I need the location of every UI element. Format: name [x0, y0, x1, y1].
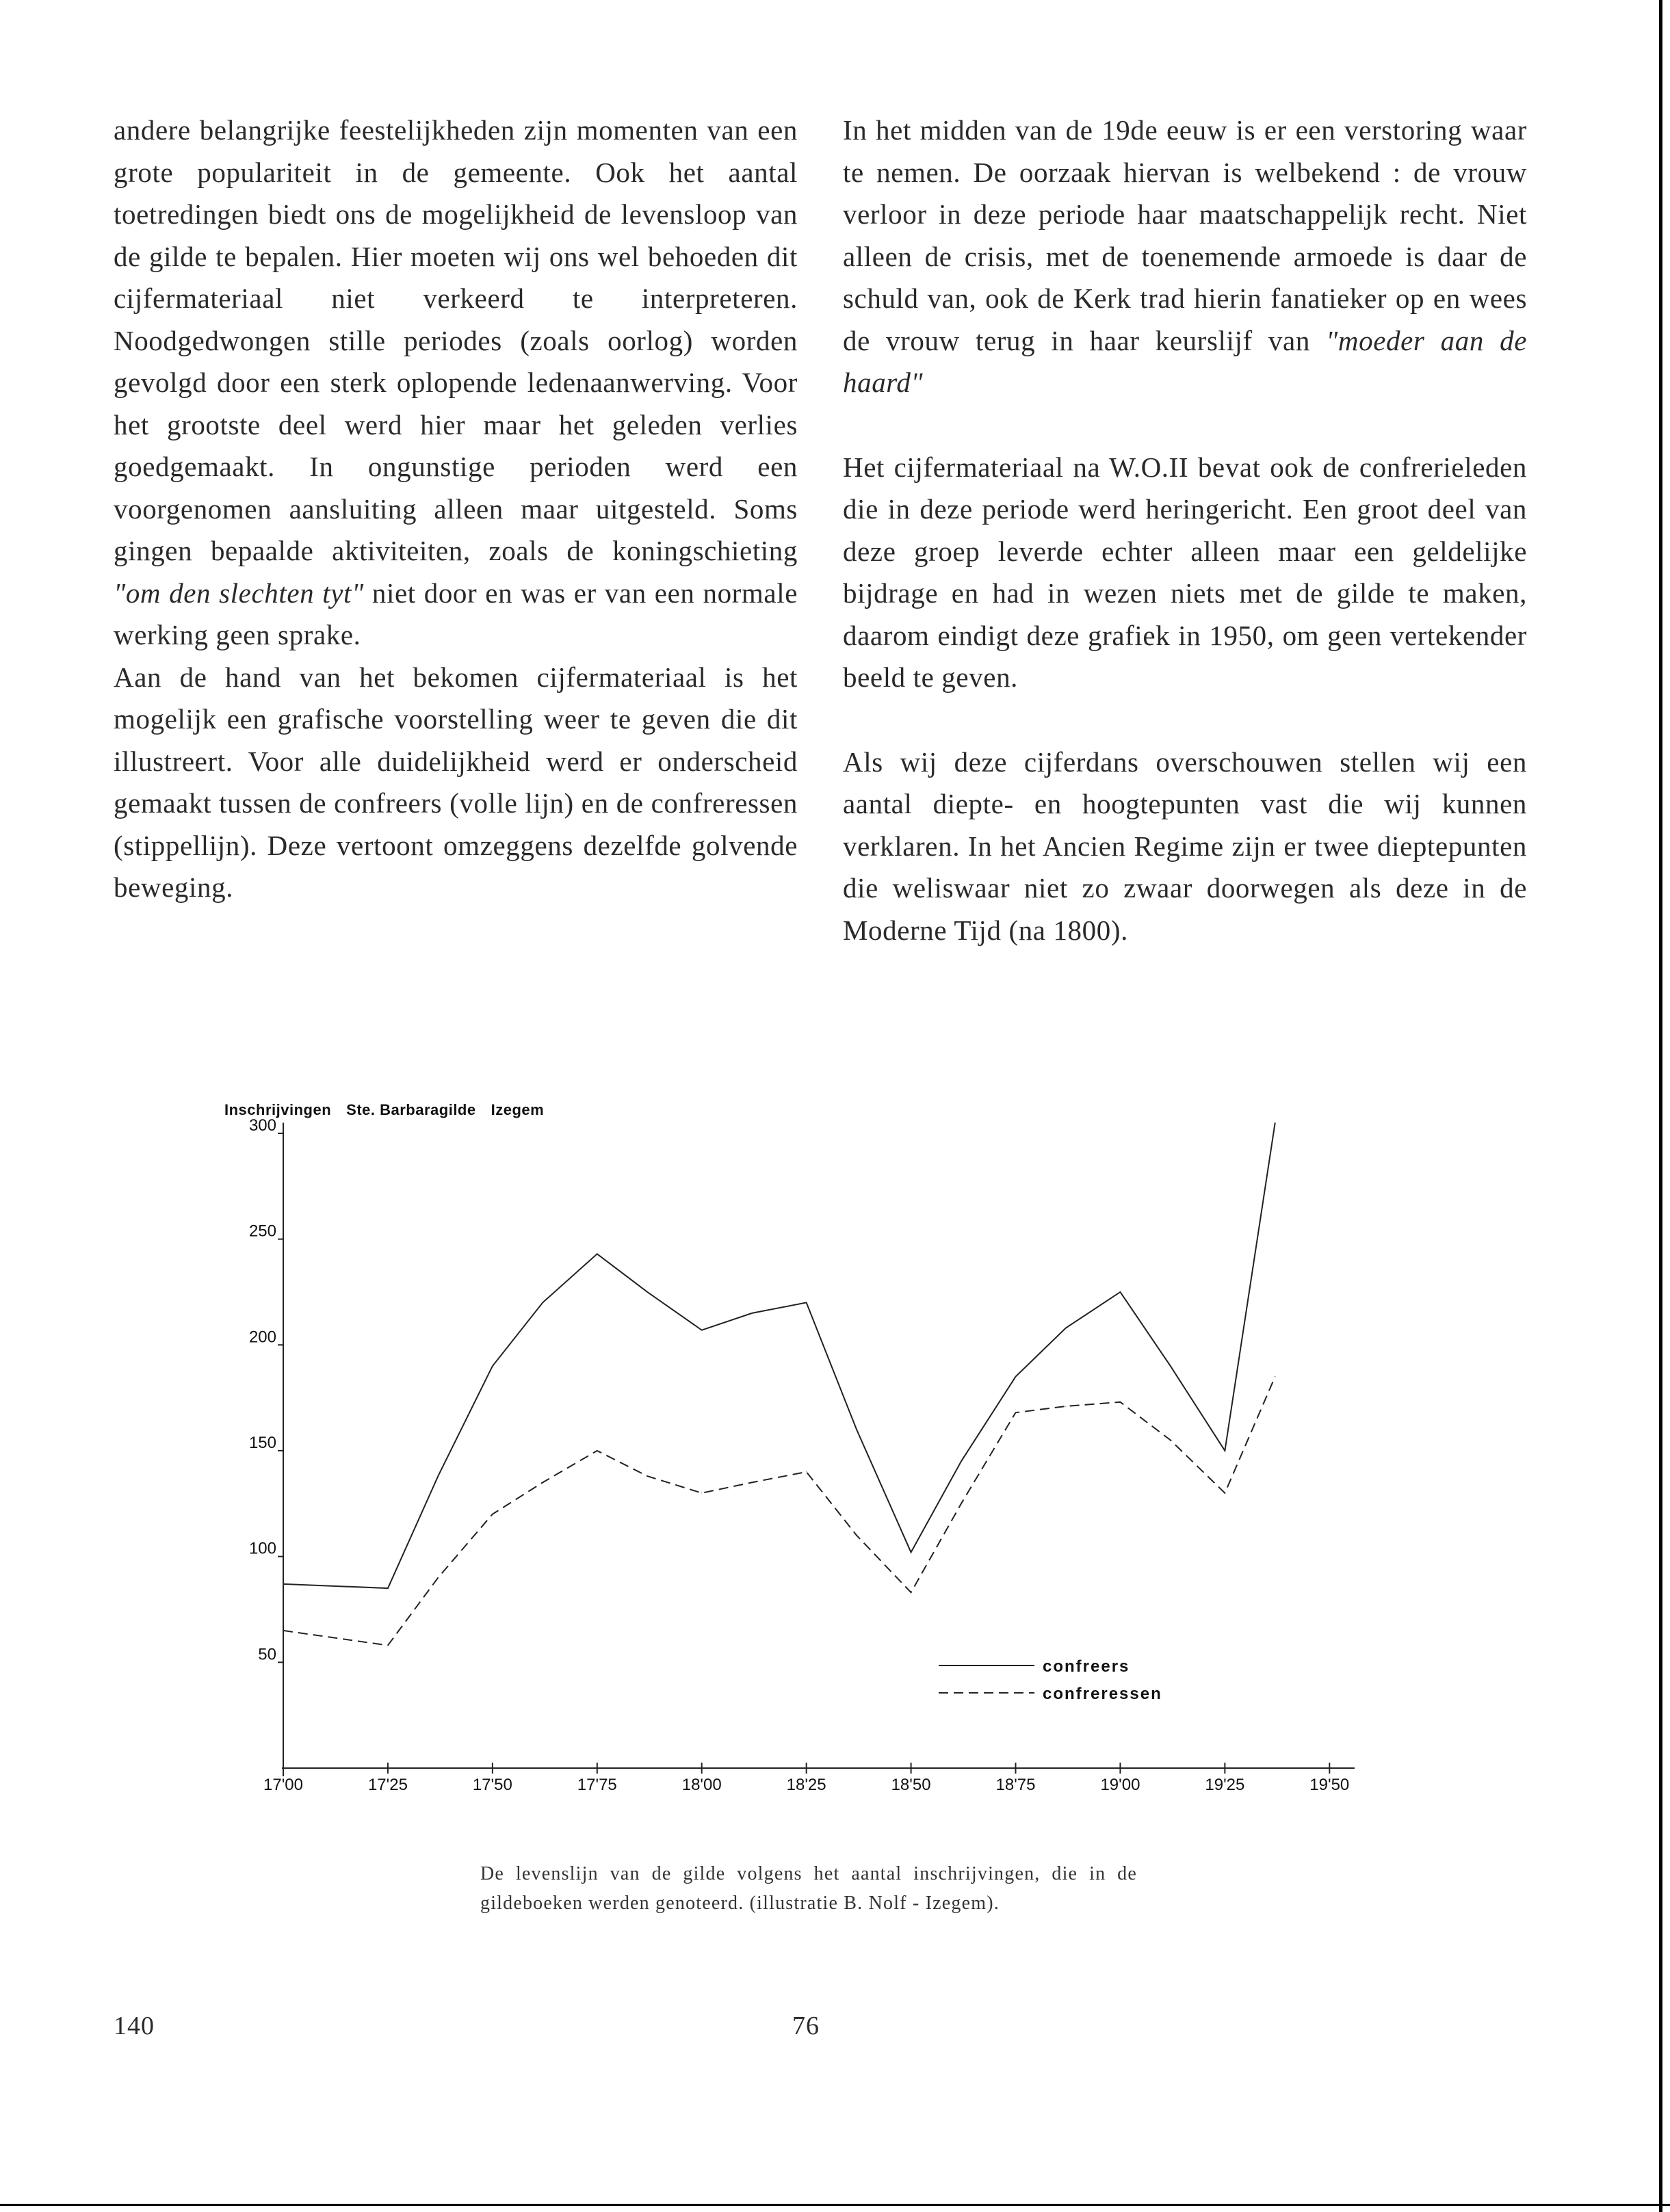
x-tick-label: 19'00	[1100, 1776, 1140, 1794]
y-tick-label: 250	[248, 1222, 276, 1241]
data-point-confreressen	[1065, 1406, 1066, 1407]
right-paragraph-2: Het cijfermateriaal na W.O.II bevat ook de confrerieleden die in deze periode werd heringericht. Een groot deel van deze groep leverde echter alleen maar een geldelijke bijdrage en had in wezen niets met de gilde te maken, daarom eindigt deze grafiek in 1950, om geen vertekender beeld te geven.	[843, 451, 1527, 693]
x-tick-label: 18'75	[995, 1776, 1036, 1794]
x-tick-label: 19'50	[1309, 1776, 1350, 1794]
data-point-confreressen	[438, 1577, 439, 1578]
x-tick-label: 19'25	[1205, 1776, 1245, 1794]
scan-edge-right	[1659, 0, 1662, 2212]
data-point-confreers	[1120, 1291, 1121, 1292]
x-tick-label: 17'25	[367, 1776, 408, 1794]
data-point-confreressen	[647, 1476, 648, 1477]
data-point-confreressen	[701, 1492, 702, 1493]
data-point-confreressen	[387, 1645, 388, 1646]
data-point-confreers	[1015, 1376, 1016, 1377]
y-tick-label: 150	[248, 1433, 276, 1452]
data-point-confreers	[492, 1366, 493, 1367]
legend-label-confreressen: confreressen	[1043, 1685, 1162, 1703]
left-paragraph-1: andere belangrijke feestelijkheden zijn momenten van een grote populariteit in de gemeente. Ook het aantal toetredingen biedt ons de mogelijkheid de levensloop van de gilde te bepalen. Hier moeten wij ons wel behoeden dit cijfermateriaal niet verkeerd te interpreteren. Noodgedwongen stille periodes (zoals oorlog) worden gevolgd door een sterk oplopende ledenaanwerving. Voor het grootste deel werd hier maar het geleden verlies goedgemaakt. In ongunstige perioden werd een voorgenomen aansluiting alleen maar uitgesteld. Soms gingen bepaalde aktiviteiten, zoals de koningschieting "om den slechten tyt" niet door en was er van een normale werking geen sprake.	[114, 114, 798, 650]
data-point-confreressen	[752, 1482, 753, 1483]
x-tick-label: 18'25	[786, 1776, 826, 1794]
y-tick-label: 100	[248, 1539, 276, 1558]
scan-edge-bottom	[0, 2204, 1670, 2206]
x-tick-label: 17'75	[577, 1776, 617, 1794]
x-tick-label: 18'50	[891, 1776, 931, 1794]
page-number-left: 140	[114, 2012, 155, 2040]
data-point-confreers	[1170, 1366, 1171, 1367]
right-paragraph-3: Als wij deze cijferdans overschouwen stellen wij een aantal diepte- en hoogtepunten vast die wij kunnen verklaren. In het Ancien Regime zijn er twee dieptepunten die weliswaar niet zo zwaar doorwegen als deze in de Moderne Tijd (na 1800).	[843, 746, 1527, 946]
y-tick-label: 300	[248, 1116, 276, 1135]
legend-label-confreers: confreers	[1043, 1657, 1130, 1676]
quote-slechten-tyt: "om den slechten tyt"	[114, 577, 364, 609]
quote-moeder-aan-de-haard: "moeder aan de haard"	[843, 324, 1527, 398]
x-tick-label: 17'50	[472, 1776, 512, 1794]
page-number-center: 76	[792, 2012, 820, 2040]
series-line-confreressen	[283, 1377, 1275, 1646]
data-point-confreressen	[283, 1630, 284, 1631]
right-paragraph-1: In het midden van de 19de eeuw is er een verstoring waar te nemen. De oorzaak hiervan is welbekend : de vrouw verloor in deze periode haar maatschappelijk recht. Niet alleen de crisis, met de toenemende armoede is daar de schuld van, ook de Kerk trad hierin fanatieker op en wees de vrouw terug in haar keurslijf van "moeder aan de haard"	[843, 114, 1527, 398]
chart-title: Inschrijvingen Ste. Barbaragilde Izegem	[224, 1101, 545, 1118]
y-tick-label: 50	[258, 1645, 276, 1664]
x-tick-label: 18'00	[681, 1776, 722, 1794]
data-point-confreressen	[806, 1471, 807, 1472]
x-tick-label: 17'00	[263, 1776, 303, 1794]
data-point-confreressen	[1015, 1412, 1016, 1413]
data-point-confreers	[283, 1583, 284, 1584]
figure-caption: De levenslijn van de gilde volgens het aantal inschrijvingen, die in de gildeboeken werden genoteerd. (illustratie B. Nolf - Izegem).	[480, 1863, 1137, 1914]
y-tick-label: 200	[248, 1328, 276, 1347]
data-point-confreressen	[1120, 1401, 1121, 1402]
data-point-confreers	[387, 1588, 388, 1589]
data-point-confreers	[806, 1302, 807, 1303]
data-point-confreers	[647, 1291, 648, 1292]
left-paragraph-2: Aan de hand van het bekomen cijfermateriaal is het mogelijk een grafische voorstelling weer te geven die dit illustreert. Voor alle duidelijkheid werd er onderscheid gemaakt tussen de confreers (volle lijn) en de confreressen (stippellijn). Deze vertoont omzeggens dezelfde golvende beweging.	[114, 661, 798, 903]
data-point-confreers	[438, 1476, 439, 1477]
series-line-confreers	[283, 1122, 1275, 1588]
